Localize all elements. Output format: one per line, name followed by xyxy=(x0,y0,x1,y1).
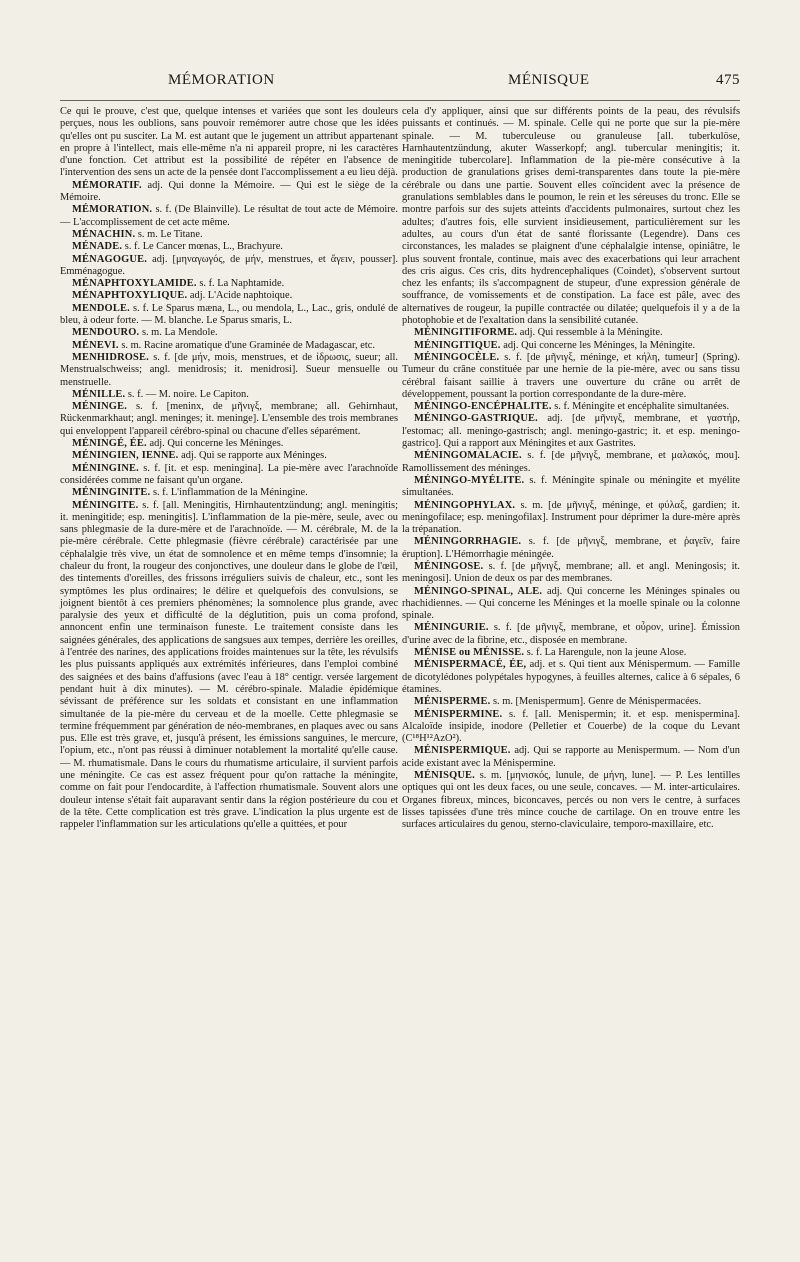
entry-headword: MÉNINGIEN, IENNE. xyxy=(72,450,179,462)
entry-headword: MÉNACHIN. xyxy=(72,228,136,240)
entry-headword: MÉNINGO-SPINAL, ALE. xyxy=(414,585,543,597)
entry-headword: MENDOLE. xyxy=(72,302,130,314)
entry-headword: MÉNAPHTOXYLAMIDE. xyxy=(72,278,197,290)
entry-headword: MÉNINGO-MYÉLITE. xyxy=(414,474,525,486)
dictionary-entry xyxy=(402,622,740,647)
entry-headword: MÉNINGE. xyxy=(72,401,127,413)
dictionary-entry xyxy=(402,770,740,831)
entry-text: adj. [μηναγωγός, de μήν, menstrues, et ἄγειν, pousser]. Emménagogue. xyxy=(60,253,398,277)
dictionary-entry xyxy=(60,106,398,180)
dictionary-entry xyxy=(60,303,398,328)
dictionary-entry xyxy=(402,475,740,500)
dictionary-entry xyxy=(60,401,398,438)
dictionary-entry xyxy=(402,561,740,586)
entry-text: s. f. La Naphtamide. xyxy=(199,278,285,290)
entry-text: s. m. La Mendole. xyxy=(141,327,218,339)
entry-text: s. f. — M. noire. Le Capiton. xyxy=(127,388,249,400)
entry-text: s. f. [de μῆνιγξ, membrane, et μαλακός, mou]. Ramollissement des méninges. xyxy=(402,450,740,474)
entry-text: s. f. La Harengule, non la jeune Alose. xyxy=(526,647,687,659)
dictionary-entry xyxy=(402,106,740,327)
entry-headword: MÉNAGOGUE. xyxy=(72,253,148,265)
entry-headword: MÉNINGITE. xyxy=(72,499,139,511)
dictionary-entry xyxy=(402,647,740,659)
dictionary-entry xyxy=(60,389,398,401)
entry-text: s. f. Méningite et encéphalite simultanées. xyxy=(554,401,730,413)
page-number: 475 xyxy=(716,72,740,88)
dictionary-entry xyxy=(402,340,740,352)
entry-headword: MÉNINGO-ENCÉPHALITE. xyxy=(414,401,552,413)
entry-text: s. f. [de μῆνιγξ, membrane, et ῥαγεῖν, faire éruption]. L'Hémorrhagie méningée. xyxy=(402,536,740,560)
header-rule xyxy=(60,100,740,101)
entry-headword: MÉNADE. xyxy=(72,241,123,253)
entry-text: cela d'y appliquer, ainsi que sur différents points de la peau, des révulsifs puissants et continués. — M. spinale. Celle qui ne porte que sur la pie-mère spinale. — M. tuberculeuse ou granuleuse [all. tuberkulöse, Harnhautentzündung, akuter Wasserkopf; angl. tubercular meningitis; it. meningitide tubercolare]. Inflammation de la pie-mère consécutive à la production de granulations grises demi-transparentes dans toute la pie-mère cérébrale ou dans une partie. Souvent elles coïncident avec la présence de granulations semblables dans le poumon, le rein et les séreuses du tronc. Elle se montre parfois sur des sujets atteints d'accidents pulmonaires, surtout chez les adultes; d'autres fois, elle survient insidieusement, particulièrement sur les adultes, au cours d'un état de santé florissante (Legendre). Dans ces circonstances, les malades se plaignent d'une céphalalgie intense, opiniâtre, le plus souvent frontale, continue, mais avec des exacerbations qui leur arrachent des cris aigus. Ces cris, dits hydrencephaliques (Coindet), s'observent surtout chez les enfants; ils s'accompagnent de stupeur, d'une expression générale de souffrance, de vomissements et de constipation. La face est pâle, avec des alternatives de rougeur, la pupille contractée ou dilatée; quelquefois il y a de la photophobie et de l'exaltation dans la sensibilité cutanée. xyxy=(402,106,740,327)
dictionary-entry xyxy=(402,659,740,696)
entry-text: adj. et s. Qui tient aux Ménispermum. — Famille de dicotylédones polypétales hypogynes, à feuilles alternes, calice à 6 sépales, 6 étamines. xyxy=(402,659,740,695)
dictionary-entry xyxy=(60,254,398,279)
dictionary-entry xyxy=(60,204,398,229)
dictionary-entry xyxy=(402,352,740,401)
entry-text: adj. [de μῆνιγξ, membrane, et γαστήρ, l'estomac; all. meningo-gastrisch; angl. meningo-gastric; it. et esp. meningo-gastrico]. Qui a rapport aux Méningites et aux Gastrites. xyxy=(402,413,740,450)
entry-headword: MÉNINGURIE. xyxy=(414,622,489,634)
entry-text: s. f. (De Blainville). Le résultat de tout acte de Mémoire. — L'accomplissement de cet acte même. xyxy=(60,204,398,228)
dictionary-entry xyxy=(402,586,740,623)
dictionary-entry xyxy=(402,709,740,746)
entry-text: s. f. L'inflammation de la Méningine. xyxy=(152,487,308,499)
right-column xyxy=(402,106,740,832)
entry-headword: MÉNISE ou MÉNISSE. xyxy=(414,647,525,659)
dictionary-entry xyxy=(60,241,398,253)
entry-text: s. m. [de μῆνιγξ, méninge, et φύλαξ, gardien; it. meningofilace; esp. meningofilax]. Instrument pour déprimer la dure-mère après la trépanation. xyxy=(402,499,740,536)
entry-headword: MENHIDROSE. xyxy=(72,351,149,363)
entry-headword: MÉMORATIF. xyxy=(72,179,142,191)
entry-text: adj. Qui concerne les Méninges, la Méningite. xyxy=(503,339,696,351)
header-right-word: MÉNISQUE xyxy=(508,72,590,88)
entry-headword: MÉNINGOCÈLE. xyxy=(414,351,500,363)
entry-headword: MÉNILLE. xyxy=(72,388,126,400)
dictionary-entry xyxy=(60,352,398,389)
entry-text: adj. Qui ressemble à la Méningite. xyxy=(519,327,663,339)
entry-text: s. f. Méningite spinale ou méningite et myélite simultanées. xyxy=(402,474,740,499)
entry-text: s. m. Le Titane. xyxy=(137,228,203,240)
dictionary-entry xyxy=(60,290,398,302)
entry-headword: MÉNINGORRHAGIE. xyxy=(414,536,522,548)
dictionary-entry xyxy=(60,229,398,241)
entry-text: adj. Qui concerne les Méninges. xyxy=(149,438,284,450)
entry-headword: MÉNISPERMIQUE. xyxy=(414,745,511,757)
dictionary-entry xyxy=(60,327,398,339)
dictionary-entry xyxy=(402,401,740,413)
entry-text: s. m. [Menispermum]. Genre de Ménispermacées. xyxy=(493,696,702,708)
entry-text: s. f. [it. et esp. meningina]. La pie-mère avec l'arachnoïde considérées comme ne faisant qu'un organe. xyxy=(60,462,398,486)
entry-headword: MÉNINGINE. xyxy=(72,462,139,474)
entry-text: s. f. [all. Meningitis, Hirnhautentzündung; angl. meningitis; it. meningitide; esp. meningitis]. L'inflammation de la pie-mère, seule, avec ou sans phlegmasie de la dure-mère et de l'arachnoïde. — M. cérébrale, M. de la pie-mère cérébrale. Cette phlegmasie (fièvre cérébrale) caractérisée par une céphalalgie très vive, un état de somnolence et en même temps d'insomnie; la chaleur du front, la rougeur des conjonctives, une douleur dans le globe de l'œil, des tintements d'oreilles, des frissons irréguliers suivis de chaleur, etc., sont les symptômes les plus ordinaires; le délire et quelquefois des convulsions, se joignent bientôt à ces premiers phénomènes; la somnolence plus grande, avec paralysie des yeux et difficulté de la déglutition, puis un coma profond, annoncent enfin une terminaison funeste. Le traitement consiste dans les saignées générales, des applications de sangsues aux tempes, derrière les oreilles, à l'entrée des narines, des applications froides maintenues sur la tête, les révulsifs les plus puissants appliqués aux extrémités inférieures, dans l'emploi combiné des saignées et des bains d'affusions (avec l'eau à 18° centigr. versée largement pendant huit à dix minutes). — M. cérébro-spinale. Maladie épidémique sévissant de préférence sur les soldats et consistant en une inflammation simultanée de la pie-mère du cerveau et de la moelle. Cette phlegmasie se termine fréquemment par génération de néo-membranes, en plaques avec ou sans pus. Elle est très grave, et, jusqu'à présent, les émissions sanguines, le mercure, l'opium, etc., n'ont pas réussi à diminuer notablement la mortalité qu'elle cause. — M. rhumatismale. Dans le cours du rhumatisme articulaire, il survient parfois une méningite. Ce cas est assez fréquent pour qu'on rattache la méningite, comme on fait pour l'endocardite, à l'affection rhumatismale. Souvent alors une douleur intense s'était fait auparavant sentir dans la région postérieure du cou et de la tête. Cette complication est très grave. L'indication la plus urgente est de rappeler l'inflammation sur les articulations qu'elle a quittées, et pour xyxy=(60,499,398,831)
entry-text: s. f. Le Cancer mœnas, L., Brachyure. xyxy=(124,241,283,253)
dictionary-entry xyxy=(402,745,740,770)
entry-headword: MÉNINGOMALACIE. xyxy=(414,450,522,462)
entry-headword: MÉNISPERME. xyxy=(414,696,491,708)
entry-headword: MÉNISPERMACÉ, ÉE, xyxy=(414,659,527,671)
entry-text: s. m. [μηνισκός, lunule, de μήνη, lune]. — P. Les lentilles optiques qui ont les deux faces, ou une seule, concaves. — M. inter-articulaires. Organes fibreux, minces, biconcaves, percés ou non vers le centre, à surfaces lisses tapissées d'une très mince couche de cartilage. On en trouve entre les surfaces articulaires du genou, sterno-claviculaire, temporo-maxillaire, etc. xyxy=(402,770,740,831)
entry-headword: MÉNINGOPHYLAX. xyxy=(414,499,516,511)
entry-text: s. f. [de μήν, mois, menstrues, et de ἱδρωσις, sueur; all. Menstrualschweiss; angl. menidrosis; it. menidrosi]. Sueur mensuelle ou menstruelle. xyxy=(60,351,398,388)
entry-headword: MÉNEVI. xyxy=(72,339,119,351)
entry-text: s. f. [de μῆνιγξ, membrane; all. et angl. Meningosis; it. meningosi]. Union de deux os par des membranes. xyxy=(402,560,741,585)
entry-headword: MÉNAPHTOXYLIQUE. xyxy=(72,290,188,302)
entry-text: s. f. Le Sparus mæna, L., ou mendola, L., Lac., gris, ondulé de bleu, à odeur forte. — M. blanche. Le Sparus smaris, L. xyxy=(60,302,399,327)
entry-text: s. f. [all. Menispermin; it. et esp. menispermina]. Alcaloïde insipide, inodore (Pelletier et Couerbe) de la coque du Levant (C¹⁸H¹²AzO²). xyxy=(402,708,740,745)
entry-headword: MÉNISQUE. xyxy=(414,770,475,782)
dictionary-entry xyxy=(60,180,398,205)
dictionary-entry xyxy=(60,438,398,450)
dictionary-entry xyxy=(60,340,398,352)
dictionary-entry xyxy=(60,500,398,832)
entry-text: adj. Qui donne la Mémoire. — Qui est le siège de la Mémoire. xyxy=(60,179,398,204)
dictionary-entry xyxy=(402,327,740,339)
dictionary-entry xyxy=(60,487,398,499)
entry-headword: MÉNINGÉ, ÉE. xyxy=(72,438,147,450)
dictionary-entry xyxy=(60,278,398,290)
entry-text: s. f. [de μῆνιγξ, méninge, et κήλη, tumeur] (Spring). Tumeur du crâne constituée par une hernie de la pie-mère, avec ou sans tissu cérébral faisant saillie à travers une ouverture du crâne ou arrêt de développement, poussant la portion correspondante de la dure-mère. xyxy=(402,351,740,400)
entry-headword: MÉNINGO-GASTRIQUE. xyxy=(414,413,538,425)
entry-text: s. m. Racine aromatique d'une Graminée de Madagascar, etc. xyxy=(121,339,375,351)
dictionary-entry xyxy=(60,463,398,488)
entry-headword: MÉNINGITIFORME. xyxy=(414,327,518,339)
entry-text: adj. Qui se rapporte au Menispermum. — Nom d'un acide existant avec la Ménispermine. xyxy=(402,745,740,769)
entry-headword: MÉNINGOSE. xyxy=(414,560,484,572)
entry-text: adj. L'Acide naphtoique. xyxy=(189,290,293,302)
entry-text: adj. Qui concerne les Méninges spinales ou rhachidiennes. — Qui concerne les Méninges et la moelle spinale ou la colonne spinale. xyxy=(402,585,740,622)
header-left-word: MÉMORATION xyxy=(168,72,275,88)
dictionary-entry xyxy=(402,500,740,537)
dictionary-entry xyxy=(402,413,740,450)
entry-headword: MÉNISPERMINE. xyxy=(414,708,503,720)
dictionary-entry xyxy=(402,696,740,708)
entry-text: adj. Qui se rapporte aux Méninges. xyxy=(181,450,327,462)
left-column xyxy=(60,106,398,832)
dictionary-entry xyxy=(60,450,398,462)
dictionary-entry xyxy=(402,450,740,475)
entry-headword: MÉNINGINITE. xyxy=(72,487,151,499)
entry-text: s. f. [de μῆνιγξ, membrane, et οὖρον, urine]. Émission d'urine avec de la fibrine, etc., disposée en membrane. xyxy=(402,622,740,646)
entry-headword: MÉMORATION. xyxy=(72,204,153,216)
entry-text: s. f. [meninx, de μῆνιγξ, membrane; all. Gehirnhaut, Rückenmarkhaut; angl. meninges; it. meninge]. L'ensemble des trois membranes qui enveloppent l'appareil cérébro-spinal ou chacune d'elles séparément. xyxy=(60,401,398,437)
entry-headword: MENDOURO. xyxy=(72,327,140,339)
entry-headword: MÉNINGITIQUE. xyxy=(414,339,501,351)
running-header xyxy=(60,72,740,96)
entry-text: Ce qui le prouve, c'est que, quelque intenses et variées que sont les douleurs perçues, nous les oublions, sans pouvoir remémorer autre chose que les idées qu'elles ont pu susciter. La M. est autant que le jugement un attribut appartenant en propre à l'intellect, mais elle-même n'a ni appareil propre, ni les caractères d'une fonction. Cet attribut est la possibilité de répéter en l'absence de l'intervention des sens un acte de la pensée dont l'accomplissement a eu lieu déjà. xyxy=(60,106,398,179)
dictionary-entry xyxy=(402,536,740,561)
